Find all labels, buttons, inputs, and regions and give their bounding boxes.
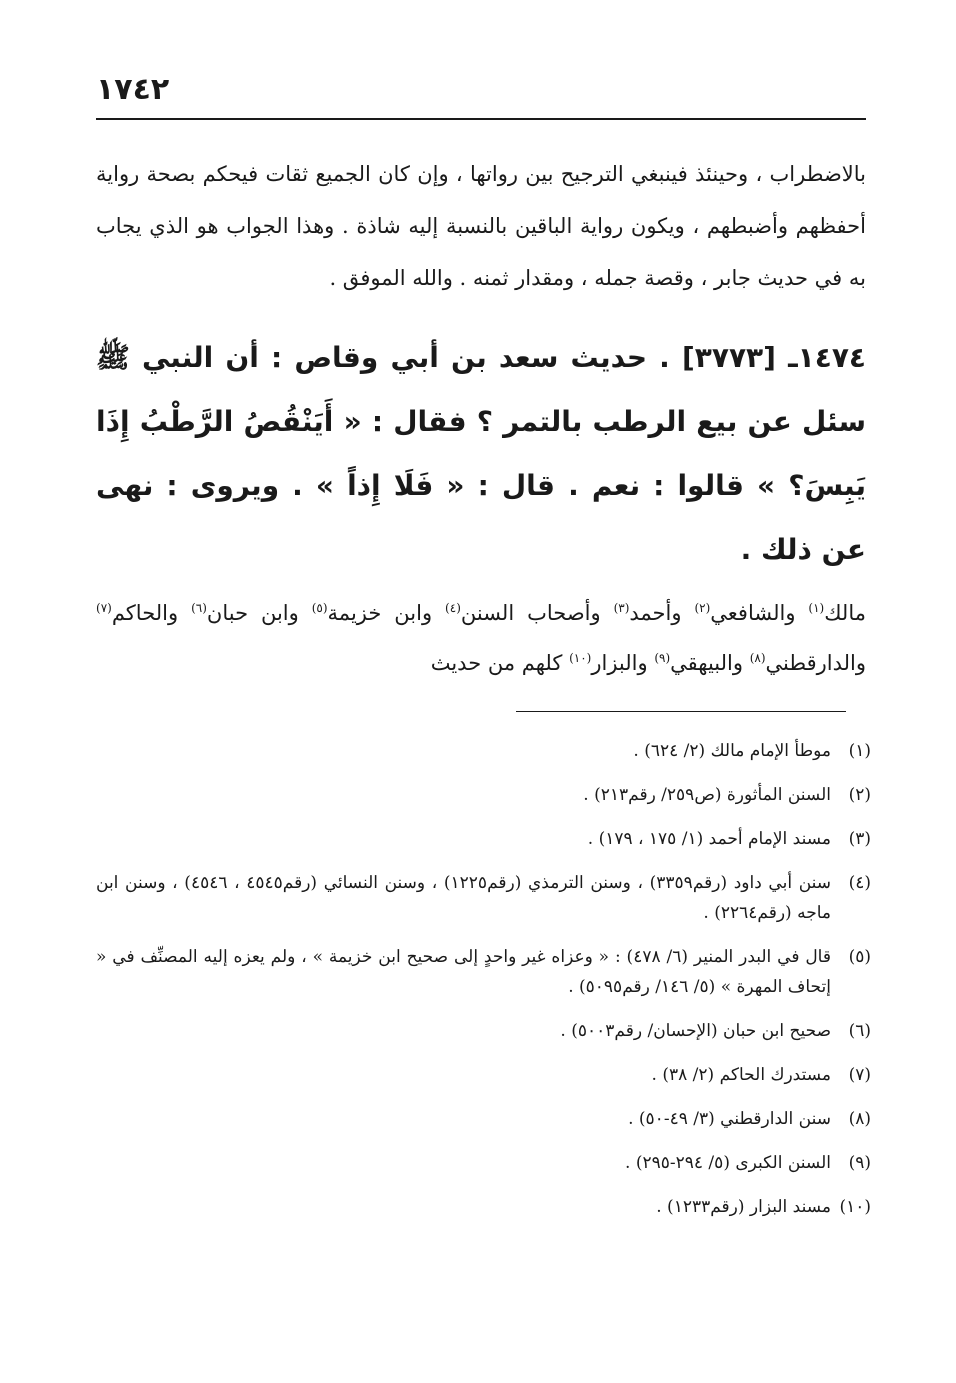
footnote-text: قال في البدر المنير (٦/ ٤٧٨) : « وعزاه غير واحدٍ إلى صحيح ابن خزيمة » ، ولم يعزه إليه المصنِّف في « إتحاف المهرة » (٥/ ١٤٦/ رقم٥٠٩٥) . [96, 947, 831, 997]
ref-item [191, 601, 299, 625]
footnote-mark[interactable]: (٤) [445, 601, 461, 615]
main-text [96, 148, 866, 688]
footnote-item [96, 1060, 871, 1090]
footnote-number: (١) [848, 741, 871, 761]
footnote-item [96, 942, 871, 1002]
footnote-text: مسند الإمام أحمد (١/ ١٧٥ ، ١٧٩) . [587, 829, 831, 849]
footnote-text: سنن الدارقطني (٣/ ٤٩-٥٠) . [628, 1109, 831, 1129]
ref-name: وأحمد [629, 601, 682, 625]
footnote-mark[interactable]: (٣) [613, 601, 630, 615]
footnote-number: (٥) [848, 947, 871, 967]
ref-name: وأصحاب السنن [460, 601, 601, 625]
footnote-number: (١٠) [839, 1197, 871, 1217]
footnote-number: (٧) [848, 1065, 871, 1085]
footnote-item [96, 1104, 871, 1134]
page-number: ١٧٤٢ [96, 72, 170, 107]
footnote-number: (٦) [848, 1021, 871, 1041]
footnote-item [96, 736, 871, 766]
footnote-mark[interactable]: (١٠) [569, 651, 592, 665]
footnote-number: (٩) [848, 1153, 871, 1173]
footnote-mark[interactable]: (٢) [694, 601, 711, 615]
ref-item [312, 601, 432, 625]
footnote-mark[interactable]: (٩) [654, 651, 671, 665]
ref-item [96, 601, 178, 625]
footnote-item [96, 868, 871, 928]
header-rule [96, 118, 866, 120]
footnote-text: صحيح ابن حبان (الإحسان/ رقم٥٠٠٣) . [560, 1021, 831, 1041]
ref-item [614, 601, 682, 625]
footnote-item [96, 1192, 871, 1222]
footnote-number: (٣) [848, 829, 871, 849]
ref-name: وابن خزيمة [327, 601, 433, 625]
ref-item [694, 601, 795, 625]
footnote-mark[interactable]: (٧) [96, 601, 112, 615]
ref-item [445, 601, 601, 625]
footnotes-list [96, 736, 871, 1236]
footnote-number: (٢) [848, 785, 871, 805]
ref-item [808, 601, 866, 625]
footnote-item [96, 1016, 871, 1046]
footnote-mark[interactable]: (٨) [749, 651, 766, 665]
refs-tail: كلهم من حديث [430, 651, 563, 675]
footnote-item [96, 824, 871, 854]
footnote-mark[interactable]: (٦) [191, 601, 207, 615]
ref-name: والشافعي [710, 601, 796, 625]
ref-item [654, 651, 743, 675]
ref-name: والحاكم [111, 601, 179, 625]
ref-name: والبزار [591, 651, 648, 675]
footnote-text: السنن الكبرى (٥/ ٢٩٤-٢٩٥) . [625, 1153, 831, 1173]
footnote-text: موطأ الإمام مالك (٢/ ٦٢٤) . [633, 741, 831, 761]
footnote-text: مسند البزار (رقم١٢٣٣) . [656, 1197, 831, 1217]
intro-paragraph: بالاضطراب ، وحينئذ فينبغي الترجيح بين رواتها ، وإن كان الجميع ثقات فيحكم بصحة رواية أحفظهم وأضبطهم ، ويكون رواية الباقين بالنسبة إليه شاذة . وهذا الجواب هو الذي يجاب به في حديث جابر ، وقصة جمله ، ومقدار ثمنه . والله الموفق . [96, 162, 866, 290]
ref-name: والدارقطني [765, 651, 866, 675]
references-paragraph [96, 588, 866, 688]
footnote-mark[interactable]: (١) [808, 601, 825, 615]
footnote-text: السنن المأثورة (ص٢٥٩/ رقم٢١٣) . [583, 785, 831, 805]
ref-item [569, 651, 648, 675]
footnote-text: سنن أبي داود (رقم٣٣٥٩) ، وسنن الترمذي (رقم١٢٢٥) ، وسنن النسائي (رقم٤٥٤٥ ، ٤٥٤٦) ، وسنن ابن ماجه (رقم٢٢٦٤) . [96, 873, 832, 923]
footnote-mark[interactable]: (٥) [311, 601, 328, 615]
ref-name: مالك [824, 601, 866, 625]
footnote-item [96, 1148, 871, 1178]
ref-item [750, 651, 866, 675]
footnote-number: (٤) [848, 873, 871, 893]
footnote-text: مستدرك الحاكم (٢/ ٣٨) . [651, 1065, 831, 1085]
footnote-number: (٨) [848, 1109, 871, 1129]
footnote-separator [516, 711, 846, 712]
ref-name: والبيهقي [670, 651, 743, 675]
footnote-item [96, 780, 871, 810]
ref-name: وابن حبان [206, 601, 299, 625]
hadith-heading: ١٤٧٤ـ [٣٧٧٣] . حديث سعد بن أبي وقاص : أن النبي ﷺ سئل عن بيع الرطب بالتمر ؟ فقال : « أَيَنْقُصُ الرَّطْبُ إِذَا يَبِسَ؟ » قالوا : نعم . قال : « فَلَا إِذاً » . ويروى : نهى عن ذلك . [96, 341, 866, 566]
